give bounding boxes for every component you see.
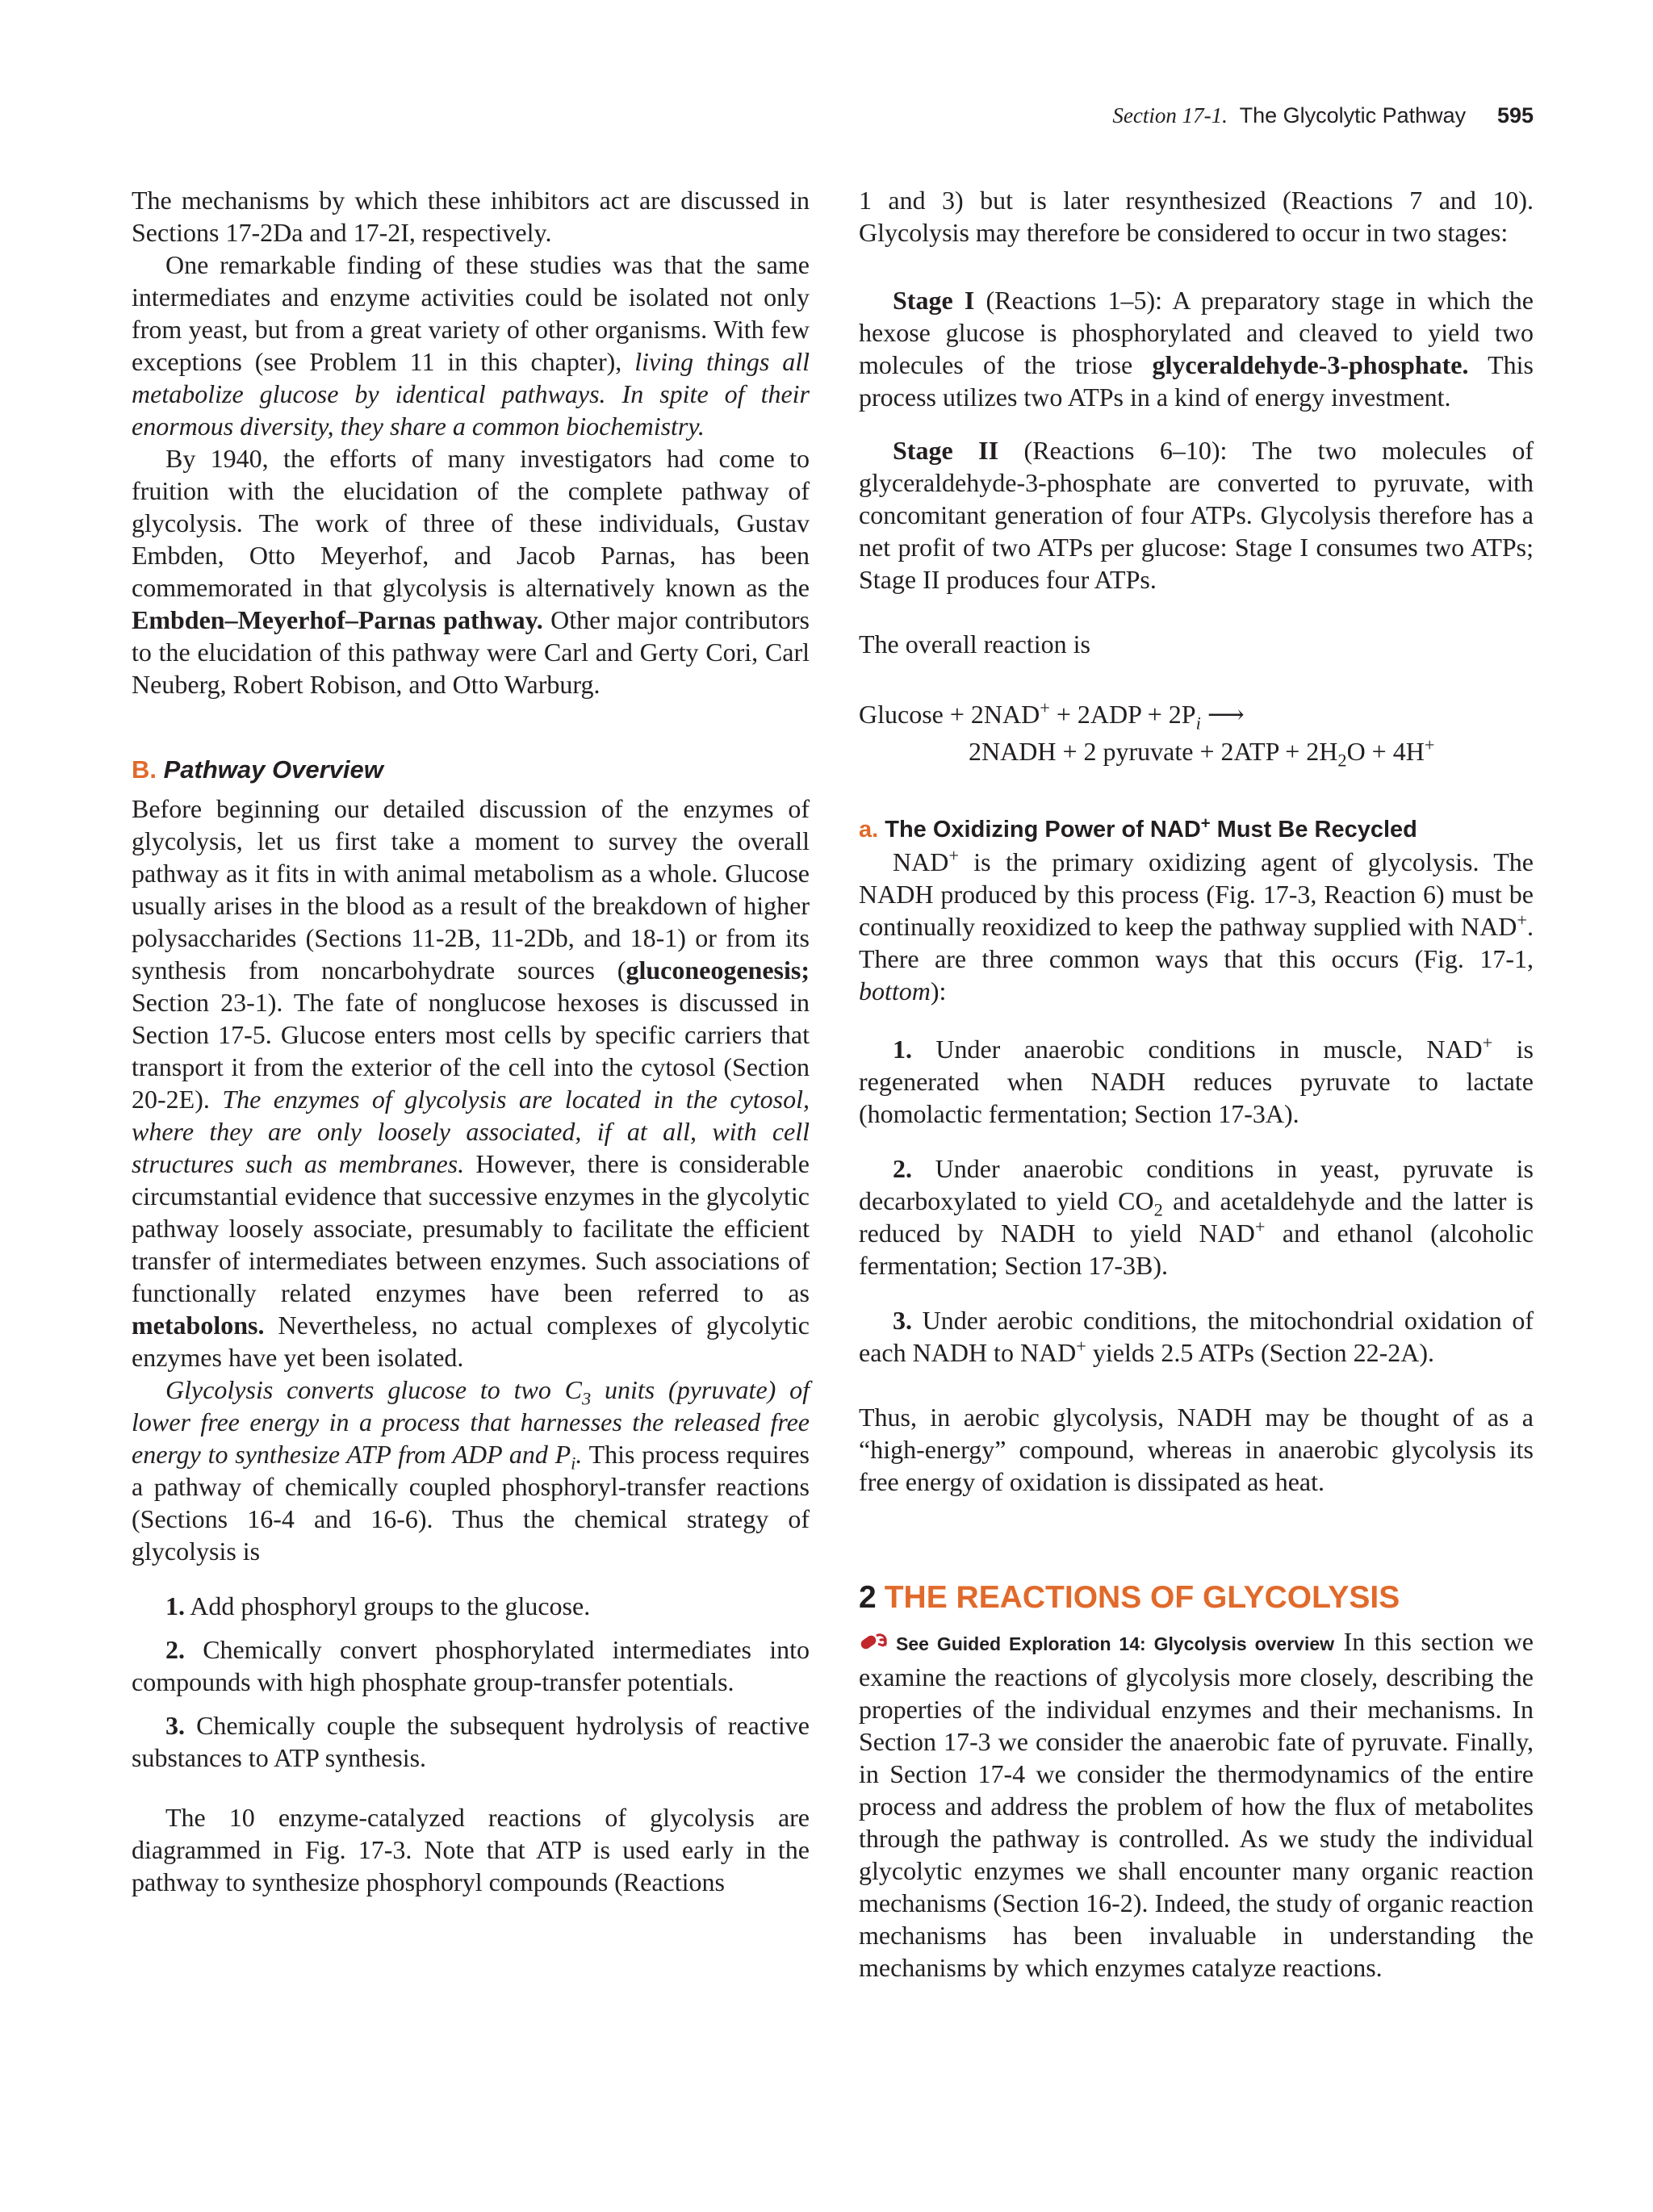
paragraph: Glycolysis converts glucose to two $C_3$ units (pyruvate) of lower free energy in a process that harnesses the released free energy to synthesize ATP from ADP and $P_i$. This process requires a pathway of chemically coupled phosphoryl-transfer reactions (Sections 16-4 and 16-6). Thus the chemical strategy of glycolysis is (132, 1375, 810, 1566)
guided-exploration-icon[interactable] (859, 1629, 893, 1661)
strategy-list (132, 1590, 810, 1774)
running-header (1112, 103, 1534, 128)
stage-two: Stage II (Reactions 6–10): The two molecules of glyceraldehyde-3-phosphate are converted to pyruvate, with concomitant generation of four ATPs. Glycolysis therefore has a net profit of two ATPs per glucose: Stage I consumes two ATPs; Stage II produces four ATPs. (859, 436, 1534, 594)
left-column (132, 184, 810, 1898)
list-item: 2. Chemically convert phosphorylated intermediates into compounds with high phosphate group-transfer potentials. (132, 1635, 810, 1696)
nad-list (859, 1033, 1534, 1369)
list-item: 3. Chemically couple the subsequent hydrolysis of reactive substances to ATP synthesis. (132, 1711, 810, 1772)
right-column (859, 184, 1534, 1984)
list-item: 3. Under aerobic conditions, the mitochondrial oxidation of each NADH to NAD+ yields 2.5 ATPs (Section 22-2A). (859, 1306, 1534, 1367)
paragraph: NAD+ is the primary oxidizing agent of glycolysis. The NADH produced by this process (Fig. 17-3, Reaction 6) must be continually reoxidized to keep the pathway supplied with NAD+. There are three common ways that this occurs (Fig. 17-1, bottom): (859, 845, 1534, 1006)
paragraph: The overall reaction is (859, 629, 1090, 659)
paragraph: Before beginning our detailed discussion of the enzymes of glycolysis, let us first take a moment to survey the overall pathway as it fits in with animal metabolism as a whole. Glucose usually arises in the blood as a result of the breakdown of higher polysaccharides (Sections 11-2B, 11-2Db, and 18-1) or from its synthesis from noncarbohydrate sources (gluconeogenesis; Section 23-1). The fate of nonglucose hexoses is discussed in Section 17-5. Glucose enters most cells by specific carriers that transport it from the exterior of the cell into the cytosol (Section 20-2E). The enzymes of glycolysis are located in the cytosol, where they are only loosely associated, if at all, with cell structures such as membranes. However, there is considerable circumstantial evidence that successive enzymes in the glycolytic pathway loosely associate, presumably to facilitate the efficient transfer of intermediates between enzymes. Such associations of functionally related enzymes have been referred to as metabolons. Nevertheless, no actual complexes of glycolytic enzymes have yet been isolated. (132, 794, 810, 1372)
page-number: 595 (1496, 103, 1534, 128)
paragraph: By 1940, the efforts of many investigators had come to fruition with the elucidation of the complete pathway of glycolysis. The work of three of these individuals, Gustav Embden, Otto Meyerhof, and Jacob Parnas, has been commemorated in that glycolysis is alternatively known as the Embden–Meyerhof–Parnas pathway. Other major contributors to the elucidation of this pathway were Carl and Gerty Cori, Carl Neuberg, Robert Robison, and Otto Warburg. (132, 444, 810, 699)
paragraph: See Guided Exploration 14: Glycolysis overview In this section we examine the reactions of glycolysis more closely, describing the properties of the individual enzymes and their mechanisms. In Section 17-3 we consider the anaerobic fate of pyruvate. Finally, in Section 17-4 we consider the thermodynamics of the entire process and address the problem of how the flux of metabolites through the pathway is controlled. As we study the individual glycolytic enzymes we shall encounter many organic reaction mechanisms (Section 16-2). Indeed, the study of organic reaction mechanisms has been invaluable in understanding the mechanisms by which enzymes catalyze reactions. (859, 1627, 1534, 1982)
paragraph: One remarkable finding of these studies was that the same intermediates and enzyme activities could be isolated not only from yeast, but from a great variety of other organisms. With few exceptions (see Problem 11 in this chapter), living things all metabolize glucose by identical pathways. In spite of their enormous diversity, they share a common biochemistry. (132, 250, 810, 441)
paragraph: The 10 enzyme-catalyzed reactions of glycolysis are diagrammed in Fig. 17-3. Note that ATP is used early in the pathway to synthesize phosphoryl compounds (Reactions (132, 1803, 810, 1896)
section-heading: 2 THE REACTIONS OF GLYCOLYSIS (859, 1580, 1400, 1615)
overall-equation: $Glucose + 2NAD^+ + 2ADP + 2P_i$ ⟶ 2NADH + 2 pyruvate + $2ATP + 2H_2O + 4H^+$ (859, 697, 1435, 771)
header-section: Section 17-1. (1112, 103, 1228, 128)
subsection-heading: a. The Oxidizing Power of NAD+ Must Be Recycled (859, 814, 1417, 843)
paragraph: Thus, in aerobic glycolysis, NADH may be thought of as a “high-energy” compound, whereas in anaerobic glycolysis its free energy of oxidation is dissipated as heat. (859, 1403, 1534, 1496)
paragraph: 1 and 3) but is later resynthesized (Reactions 7 and 10). Glycolysis may therefore be considered to occur in two stages: (859, 186, 1534, 247)
subsection-heading: B. Pathway Overview (132, 755, 383, 784)
list-item: 1. Add phosphoryl groups to the glucose. (165, 1591, 591, 1620)
list-item: 1. Under anaerobic conditions in muscle, NAD+ is regenerated when NADH reduces pyruvate to lactate (homolactic fermentation; Section 17-3A). (859, 1032, 1534, 1128)
paragraph: The mechanisms by which these inhibitors act are discussed in Sections 17-2Da and 17-2I, respectively. (132, 186, 810, 247)
guided-exploration-link[interactable]: See Guided Exploration 14: Glycolysis overview (896, 1633, 1335, 1654)
list-item: 2. Under anaerobic conditions in yeast, pyruvate is decarboxylated to yield $CO_2$ and acetaldehyde and the latter is reduced by NADH to yield NAD+ and ethanol (alcoholic fermentation; Section 17-3B). (859, 1154, 1534, 1280)
stage-one: Stage I (Reactions 1–5): A preparatory stage in which the hexose glucose is phosphorylated and cleaved to yield two molecules of the triose glyceraldehyde-3-phosphate. This process utilizes two ATPs in a kind of energy investment. (859, 286, 1534, 412)
header-title: The Glycolytic Pathway (1239, 103, 1467, 128)
